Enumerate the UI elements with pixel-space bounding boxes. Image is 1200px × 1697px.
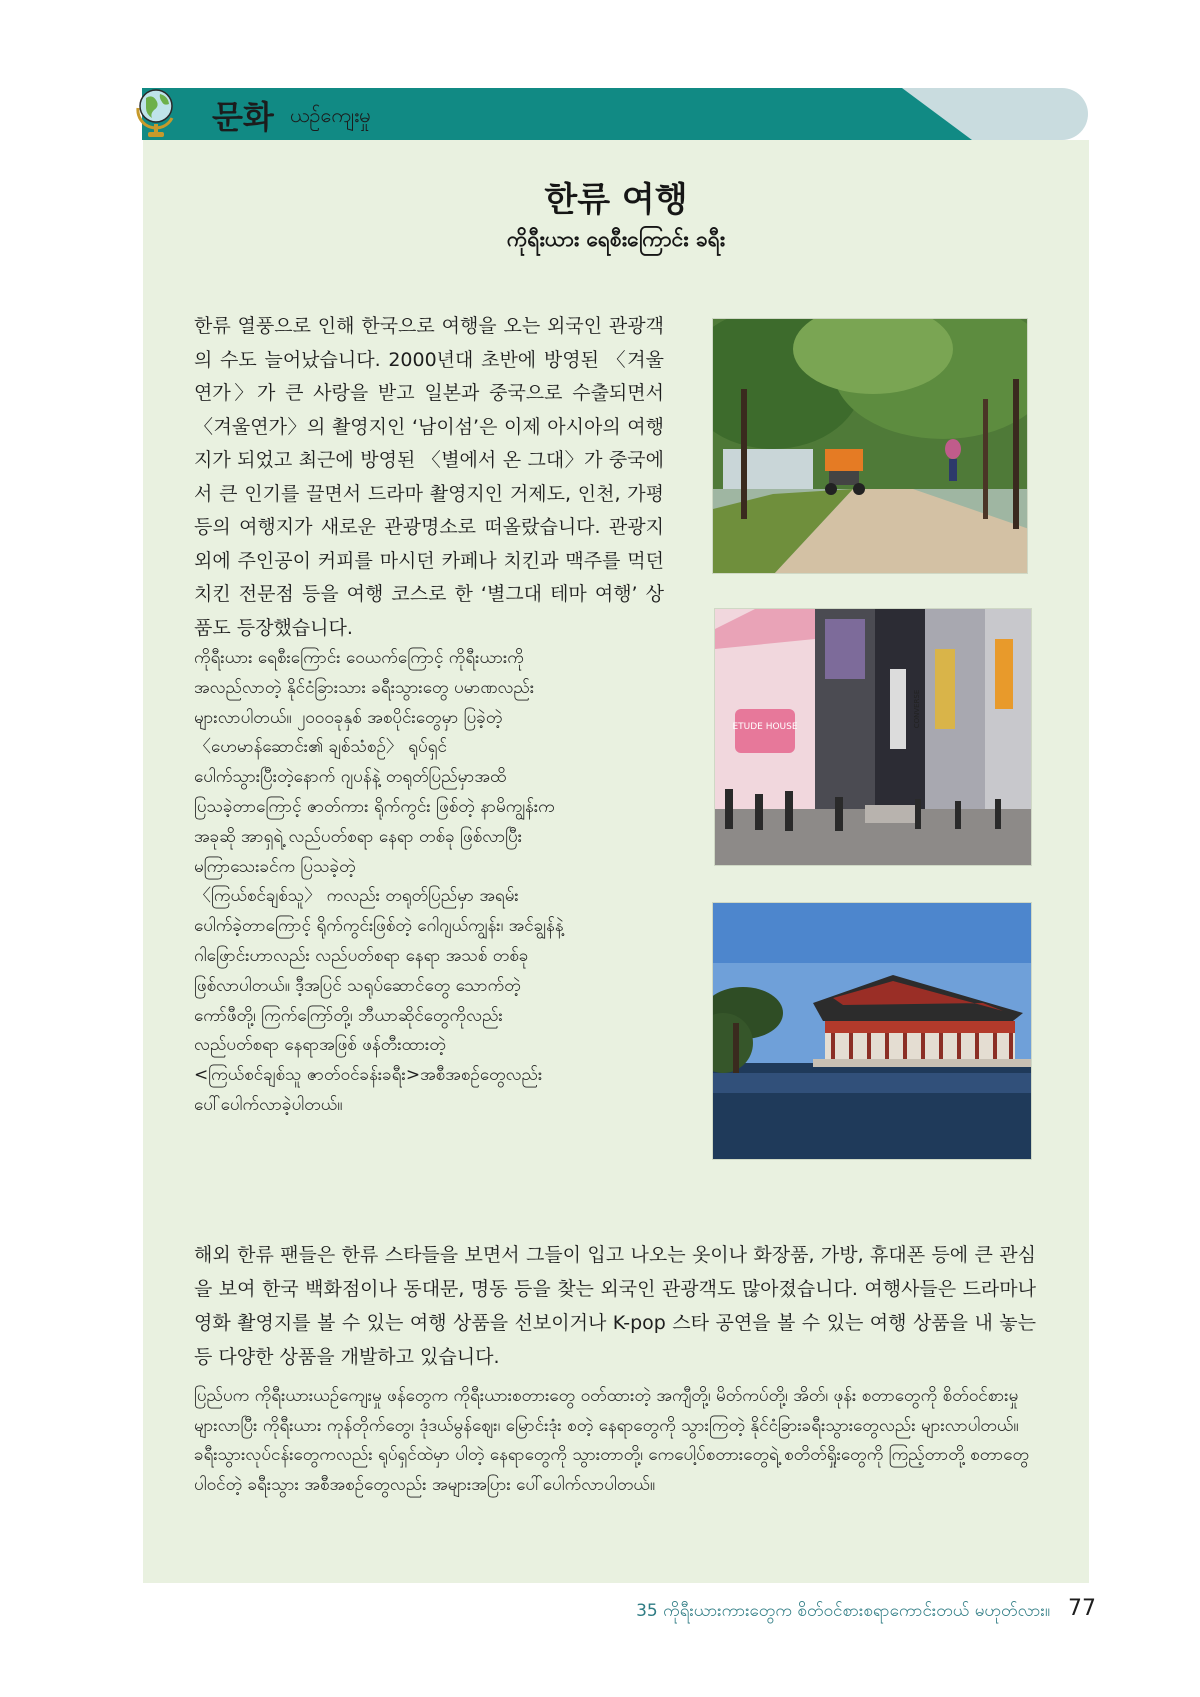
palace-pavilion-photo: [713, 903, 1032, 1160]
section-header: [142, 88, 1088, 140]
footer-caption: 35 ကိုရီးယားကားတွေက စိတ်ဝင်စားစရာကောင်းတယ် မဟုတ်လား။: [636, 1601, 1050, 1621]
converse-sign: CONVERSE: [913, 689, 921, 729]
myeongdong-street-photo: [714, 608, 1032, 866]
burmese-paragraph-1: ကိုရီးယား ရေစီးကြောင်း ဝေယက်ကြောင့် ကိုရီးယားကို အလည်လာတဲ့ နိုင်ငံခြားသား ခရီးသွားတွေ ပမာဏလည်း များလာပါတယ်။ ၂၀၀၀ခုနှစ် အစပိုင်းတွေမှာ ပြခဲ့တဲ့ 〈ဟေမာန်ဆောင်း၏ ချစ်သံစဉ်〉 ရုပ်ရှင် ပေါက်သွားပြီးတဲ့နောက် ဂျပန်နဲ့ တရုတ်ပြည်မှာအထိ ပြသခဲ့တာကြောင့် ဇာတ်ကား ရိုက်ကွင်း ဖြစ်တဲ့ နာမိကျွန်းက အခုဆို အာရှရဲ့ လည်ပတ်စရာ နေရာ တစ်ခု ဖြစ်လာပြီး မကြာသေးခင်က ပြသခဲ့တဲ့ 〈ကြယ်စင်ချစ်သူ〉 ကလည်း တရုတ်ပြည်မှာ အရမ်း ပေါက်ခဲ့တာကြောင့် ရိုက်ကွင်းဖြစ်တဲ့ ဂေါဂျယ်ကျွန်း၊ အင်ချွန်နဲ့ ဂါဖြောင်းဟာလည်း လည်ပတ်စရာ နေရာ အသစ် တစ်ခု ဖြစ်လာပါတယ်။ ဒီ့အပြင် သရုပ်ဆောင်တွေ သောက်တဲ့ ကော်ဖီတို့၊ ကြက်ကြော်တို့၊ ဘီယာဆိုင်တွေကိုလည်း လည်ပတ်စရာ နေရာအဖြစ် ဖန်တီးထားတဲ့ <ကြယ်စင်ချစ်သူ ဇာတ်ဝင်ခန်းခရီး>အစီအစဉ်တွေလည်း ပေါ်ပေါက်လာခဲ့ပါတယ်။: [194, 648, 564, 1115]
korean-paragraph-1: 한류 열풍으로 인해 한국으로 여행을 오는 외국인 관광객의 수도 늘어났습니다. 2000년대 초반에 방영된 〈겨울연가〉가 큰 사랑을 받고 일본과 중국으로 수출되면서 〈겨울연가〉의 촬영지인 ‘남이섬’은 이제 아시아의 여행지가 되었고 최근에 방영된 〈별에서 온 그대〉가 중국에서 큰 인기를 끌면서 드라마 촬영지인 거제도, 인천, 가평 등의 여행지가 새로운 관광명소로 떠올랐습니다. 관광지 외에 주인공이 커피를 마시던 카페나 치킨과 맥주를 먹던 치킨 전문점 등을 여행 코스로 한 ‘별그대 테마 여행’ 상품도 등장했습니다.: [194, 315, 664, 639]
section-title: 문화: [212, 98, 274, 136]
korean-paragraph-2: 해외 한류 팬들은 한류 스타들을 보면서 그들이 입고 나오는 옷이나 화장품, 가방, 휴대폰 등에 큰 관심을 보여 한국 백화점이나 동대문, 명동 등을 찾는 외국인 관광객도 많아졌습니다. 여행사들은 드라마나 영화 촬영지를 볼 수 있는 여행 상품을 선보이거나 K-pop 스타 공연을 볼 수 있는 여행 상품을 내 놓는 등 다양한 상품을 개발하고 있습니다.: [194, 1244, 1036, 1368]
article-subtitle: ကိုရီးယား ရေစီးကြောင်း ခရီး: [506, 227, 726, 251]
etude-sign: ETUDE HOUSE: [732, 722, 798, 732]
shopping-street-photo: [715, 609, 1032, 866]
gyeonghoeru-pavilion-photo: [712, 902, 1032, 1160]
globe-icon: [132, 84, 180, 140]
section-subtitle: ယဉ်ကျေးမှု: [290, 103, 371, 127]
burmese-paragraph-2: ပြည်ပက ကိုရီးယားယဉ်ကျေးမှု ဖန်တွေက ကိုရီးယားစတားတွေ ဝတ်ထားတဲ့ အကျီတို့၊ မိတ်ကပ်တို့၊ အိတ်၊ ဖုန်း စတာတွေကို စိတ်ဝင်စားမှု များလာပြီး ကိုရီးယား ကုန်တိုက်တွေ၊ ဒုံဒယ်မွန်ဈေး၊ မြောင်းဒုံး စတဲ့ နေရာတွေကို သွားကြတဲ့ နိုင်ငံခြားခရီးသွားတွေလည်း များလာပါတယ်။ ခရီးသွားလုပ်ငန်းတွေကလည်း ရုပ်ရှင်ထဲမှာ ပါတဲ့ နေရာတွေကို သွားတာတို့၊ ကေပေါ့ပ်စတားတွေရဲ့ စတိတ်ရှိုးတွေကို ကြည့်တာတို့ စတာတွေ ပါဝင်တဲ့ ခရီးသွား အစီအစဉ်တွေလည်း အများအပြား ပေါ်ပေါက်လာပါတယ်။: [194, 1386, 1030, 1495]
page-number: 77: [1068, 1596, 1096, 1621]
nami-island-photo: [712, 318, 1028, 574]
tree-lined-path-photo: [713, 319, 1028, 574]
article-title: 한류 여행: [544, 180, 688, 220]
